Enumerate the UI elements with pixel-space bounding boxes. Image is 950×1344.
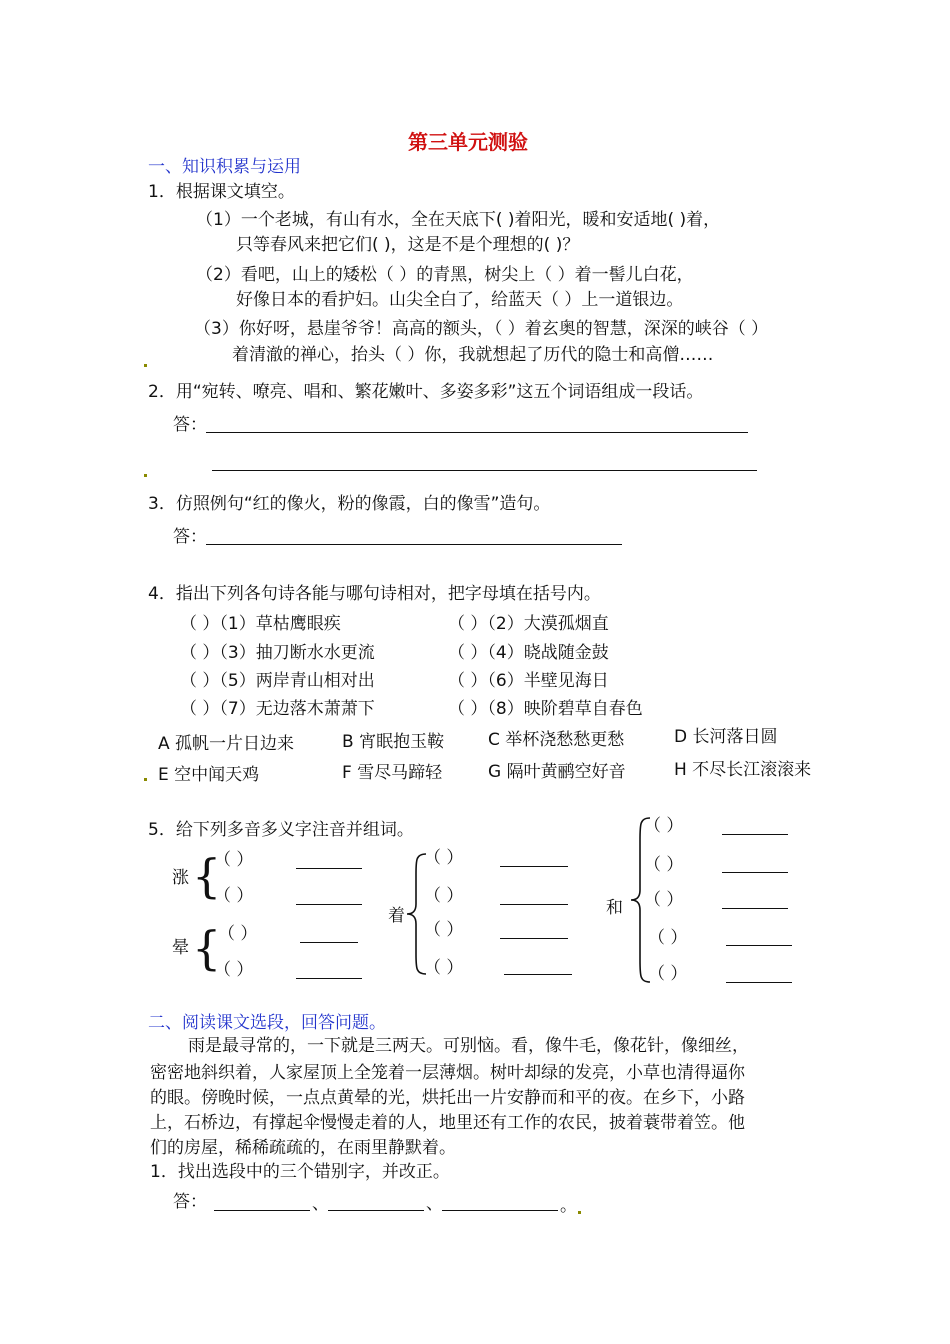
question-1-prompt: 1．根据课文填空。 <box>148 182 295 202</box>
word-line[interactable] <box>500 938 568 939</box>
word-line[interactable] <box>500 866 568 867</box>
margin-mark <box>144 474 147 477</box>
option-b: B 宵眠抱玉鞍 <box>342 732 445 752</box>
char-he: 和 <box>606 898 623 918</box>
word-line[interactable] <box>722 834 788 835</box>
brace-icon: { <box>192 849 222 903</box>
word-line[interactable] <box>300 942 358 943</box>
answer-label: 答： <box>173 527 207 547</box>
passage-line: 们的房屋，稀稀疏疏的，在雨里静默着。 <box>150 1138 456 1158</box>
pinyin-blank: （ ） <box>424 920 464 940</box>
reading-question-1: 1．找出选段中的三个错别字，并改正。 <box>150 1162 450 1182</box>
passage-line: 雨是最寻常的，一下就是三两天。可别恼。看，像牛毛，像花针，像细丝， <box>188 1036 749 1056</box>
word-line[interactable] <box>296 904 362 905</box>
pinyin-blank: （ ） <box>218 924 258 944</box>
pinyin-blank: （ ） <box>644 816 684 836</box>
answer-label: 答： <box>173 1192 207 1212</box>
separator: 、 <box>426 1194 443 1214</box>
answer-line[interactable] <box>442 1210 558 1211</box>
period: 。 <box>560 1196 577 1216</box>
pinyin-blank: （ ） <box>644 890 684 910</box>
poem-line-right: （ ）（6）半壁见海日 <box>448 671 609 691</box>
word-line[interactable] <box>504 974 572 975</box>
answer-line[interactable] <box>214 1210 310 1211</box>
option-h: H 不尽长江滚滚来 <box>674 760 812 780</box>
poem-line-right: （ ）（8）映阶碧草自春色 <box>448 699 643 719</box>
answer-line[interactable] <box>206 432 748 433</box>
answer-line[interactable] <box>212 470 757 471</box>
option-g: G 隔叶黄鹂空好音 <box>488 762 626 782</box>
option-d: D 长河落日圆 <box>674 727 778 747</box>
passage-line: 的眼。傍晚时候，一点点黄晕的光，烘托出一片安静而和平的夜。在乡下，小路 <box>150 1088 745 1108</box>
pinyin-blank: （ ） <box>424 848 464 868</box>
word-line[interactable] <box>500 904 568 905</box>
poem-line-left: （ ）（3）抽刀断水水更流 <box>180 643 375 663</box>
pinyin-blank: （ ） <box>648 928 688 948</box>
pinyin-blank: （ ） <box>214 886 254 906</box>
word-line[interactable] <box>296 978 362 979</box>
poem-line-left: （ ）（1）草枯鹰眼疾 <box>180 614 341 634</box>
section-heading-2: 二、阅读课文选段，回答问题。 <box>148 1013 386 1033</box>
q1-line: 着清澈的禅心，抬头（ ）你，我就想起了历代的隐士和高僧…… <box>232 345 714 365</box>
word-line[interactable] <box>722 908 788 909</box>
brace-icon: { <box>192 921 222 975</box>
page-title: 第三单元测验 <box>408 130 528 154</box>
poem-line-right: （ ）（2）大漠孤烟直 <box>448 614 609 634</box>
question-2-prompt: 2．用“宛转、嘹亮、唱和、繁花嫩叶、多姿多彩”这五个词语组成一段话。 <box>148 382 704 402</box>
option-f: F 雪尽马蹄轻 <box>342 763 443 783</box>
answer-label: 答： <box>173 415 207 435</box>
option-c: C 举杯浇愁愁更愁 <box>488 730 625 750</box>
separator: 、 <box>312 1194 329 1214</box>
margin-mark <box>144 778 147 781</box>
answer-line[interactable] <box>206 544 622 545</box>
char-zhe: 着 <box>388 906 405 926</box>
char-zhang: 涨 <box>172 868 189 888</box>
word-line[interactable] <box>296 868 362 869</box>
word-line[interactable] <box>726 945 792 946</box>
word-line[interactable] <box>722 872 788 873</box>
question-3-prompt: 3．仿照例句“红的像火，粉的像霞，白的像雪”造句。 <box>148 494 551 514</box>
question-4-prompt: 4．指出下列各句诗各能与哪句诗相对，把字母填在括号内。 <box>148 584 601 604</box>
passage-line: 上，石桥边，有撑起伞慢慢走着的人，地里还有工作的农民，披着蓑带着笠。他 <box>150 1113 745 1133</box>
section-heading-1: 一、知识积累与运用 <box>148 157 301 177</box>
q1-line: （3）你好呀，悬崖爷爷！高高的额头，（ ）着玄奥的智慧，深深的峡谷（ ） <box>194 319 769 339</box>
word-line[interactable] <box>726 982 792 983</box>
char-yun: 晕 <box>172 938 189 958</box>
pinyin-blank: （ ） <box>214 960 254 980</box>
margin-mark <box>578 1211 581 1214</box>
pinyin-blank: （ ） <box>424 886 464 906</box>
poem-line-right: （ ）（4）晓战随金鼓 <box>448 643 609 663</box>
question-5-prompt: 5．给下列多音多义字注音并组词。 <box>148 820 414 840</box>
q1-line: 好像日本的看护妇。山尖全白了，给蓝天（ ）上一道银边。 <box>236 290 684 310</box>
pinyin-blank: （ ） <box>644 855 684 875</box>
pinyin-blank: （ ） <box>214 850 254 870</box>
option-a: A 孤帆一片日边来 <box>158 734 295 754</box>
poem-line-left: （ ）（5）两岸青山相对出 <box>180 671 375 691</box>
pinyin-blank: （ ） <box>424 958 464 978</box>
answer-line[interactable] <box>328 1210 424 1211</box>
q1-line: （2）看吧，山上的矮松（ ）的青黑，树尖上（ ）着一髻儿白花， <box>196 265 694 285</box>
margin-mark <box>144 364 147 367</box>
passage-line: 密密地斜织着，人家屋顶上全笼着一层薄烟。树叶却绿的发亮，小草也清得逼你 <box>150 1063 745 1083</box>
pinyin-blank: （ ） <box>648 964 688 984</box>
q1-line: 只等春风来把它们( )，这是不是个理想的( )？ <box>236 235 580 255</box>
q1-line: （1）一个老城，有山有水，全在天底下( )着阳光，暖和安适地( )着， <box>196 210 721 230</box>
option-e: E 空中闻天鸡 <box>158 765 260 785</box>
poem-line-left: （ ）（7）无边落木萧萧下 <box>180 699 375 719</box>
